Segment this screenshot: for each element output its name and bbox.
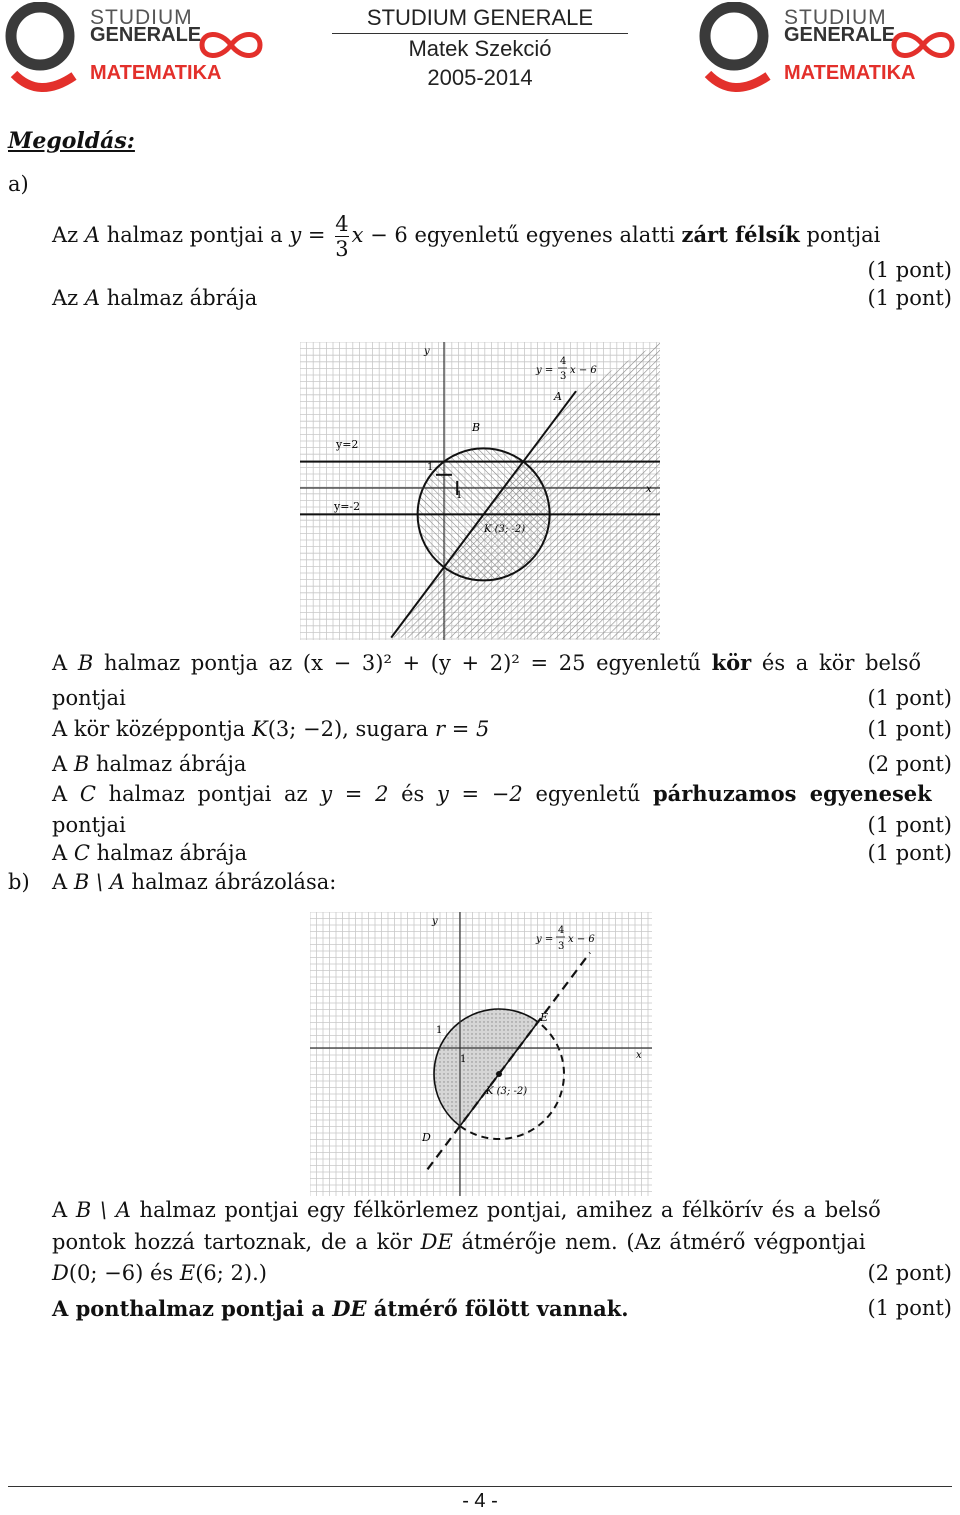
logo-right-line2: GENERALE bbox=[784, 24, 896, 46]
set-c-description: A C halmaz pontjai az y = 2 és y = −2 egyenletű párhuzamos egyenesek bbox=[52, 781, 932, 806]
page-number: - 4 - bbox=[462, 1490, 498, 1512]
svg-text:x − 6: x − 6 bbox=[570, 365, 597, 376]
points: (2 pont) bbox=[867, 1261, 952, 1285]
points: (1 pont) bbox=[867, 286, 952, 310]
set-b-figure-line: A B halmaz ábrája bbox=[52, 752, 247, 776]
logo-left-emblem bbox=[4, 2, 84, 98]
label-unit-y: 1 bbox=[427, 462, 434, 473]
conclusion-line3: D(0; −6) és E(6; 2).) bbox=[52, 1261, 267, 1285]
label-y-equals-2: y=2 bbox=[336, 438, 359, 451]
svg-text:y =: y = bbox=[536, 934, 554, 945]
circle-center-radius: A kör középpontja K(3; −2), sugara r = 5 bbox=[52, 717, 490, 741]
header-title: STUDIUM GENERALE bbox=[366, 5, 594, 30]
disk-b-description-cont: pontjai bbox=[52, 686, 126, 710]
label-center-k: K (3; -2) bbox=[486, 1086, 528, 1097]
label-y-equals-minus-2: y=-2 bbox=[334, 500, 361, 513]
center-point-k bbox=[496, 1071, 502, 1077]
logo-left-line1: STUDIUM bbox=[90, 6, 193, 29]
label-y-axis: y bbox=[432, 916, 438, 927]
label-x-axis: x bbox=[636, 1050, 642, 1061]
label-unit-x: 1 bbox=[456, 490, 463, 501]
footer-divider bbox=[8, 1486, 952, 1487]
disk-b-description: A B halmaz pontja az (x − 3)² + (y + 2)² = 25 egyenletű kör és a kör belső bbox=[52, 650, 922, 675]
svg-text:y =: y = bbox=[536, 365, 554, 376]
set-c-figure-line: A C halmaz ábrája bbox=[52, 841, 248, 865]
figure-1 bbox=[300, 342, 660, 640]
part-a-line2: Az A halmaz ábrája bbox=[52, 286, 258, 310]
label-set-b: B bbox=[472, 421, 481, 434]
label-y-axis: y bbox=[424, 346, 430, 357]
infinity-icon bbox=[198, 28, 264, 62]
points: (1 pont) bbox=[867, 717, 952, 741]
label-point-d: D bbox=[422, 1131, 431, 1144]
points: (1 pont) bbox=[867, 686, 952, 710]
half-disk-b-minus-a bbox=[434, 1009, 538, 1126]
label-unit-y: 1 bbox=[436, 1025, 443, 1036]
part-b-intro: A B \ A halmaz ábrázolása: bbox=[52, 870, 337, 894]
conclusion-line1: A B \ A halmaz pontjai egy félkörlemez pontjai, amihez a félkörív és a belső bbox=[52, 1198, 881, 1222]
part-a-line1: Az A halmaz pontjai a y = $\frac{4}{3}$ x − 6 egyenletű egyenes alatti zárt félsík pontjai bbox=[52, 212, 881, 261]
header-divider bbox=[332, 33, 628, 34]
infinity-icon-right bbox=[890, 28, 956, 62]
label-unit-x: 1 bbox=[460, 1054, 467, 1065]
points: (1 pont) bbox=[867, 258, 952, 282]
logo-right-line1: STUDIUM bbox=[784, 6, 887, 29]
svg-text:4: 4 bbox=[560, 356, 567, 367]
figure-2 bbox=[310, 912, 652, 1196]
label-set-a: A bbox=[554, 390, 562, 403]
svg-text:3: 3 bbox=[558, 941, 565, 952]
logo-right-line3: MATEMATIKA bbox=[784, 62, 916, 84]
svg-text:4: 4 bbox=[558, 925, 565, 936]
points: (1 pont) bbox=[867, 1296, 952, 1320]
header-years: 2005-2014 bbox=[427, 65, 533, 90]
conclusion-line2: pontok hozzá tartoznak, de a kör DE átmérője nem. (Az átmérő végpontjai bbox=[52, 1230, 866, 1254]
points: (1 pont) bbox=[867, 813, 952, 837]
fraction: $\frac{4}{3}$ bbox=[335, 212, 349, 261]
logo-right-emblem bbox=[698, 2, 778, 98]
conclusion-final: A ponthalmaz pontjai a DE átmérő fölött vannak. bbox=[52, 1296, 629, 1321]
svg-text:3: 3 bbox=[560, 371, 567, 382]
header-subtitle: Matek Szekció bbox=[408, 36, 552, 61]
part-a-label: a) bbox=[8, 172, 29, 196]
label-center-k: K (3; -2) bbox=[484, 524, 526, 535]
label-point-e: E bbox=[540, 1011, 549, 1024]
label-x-axis: x bbox=[646, 484, 652, 495]
points: (2 pont) bbox=[867, 752, 952, 776]
svg-text:x − 6: x − 6 bbox=[568, 934, 595, 945]
logo-left-line3: MATEMATIKA bbox=[90, 62, 222, 84]
logo-left-line2: GENERALE bbox=[90, 24, 202, 46]
solution-heading: Megoldás: bbox=[8, 128, 135, 154]
set-c-description-cont: pontjai bbox=[52, 813, 126, 837]
part-b-label: b) bbox=[8, 870, 30, 894]
points: (1 pont) bbox=[867, 841, 952, 865]
